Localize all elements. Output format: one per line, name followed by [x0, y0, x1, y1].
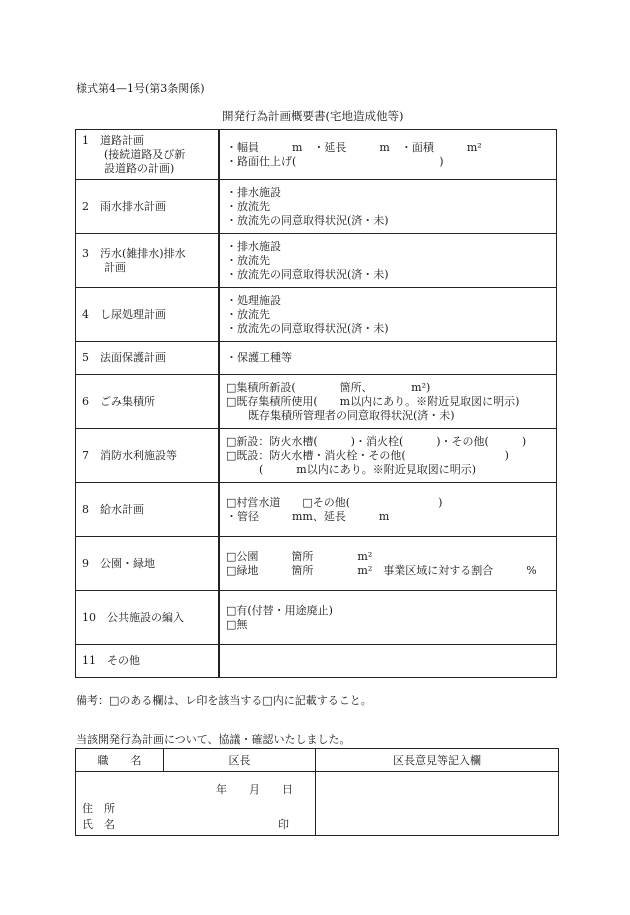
table-row	[76, 234, 557, 288]
row-content[interactable]	[219, 288, 557, 342]
table-row	[76, 130, 557, 180]
plan-summary-table	[75, 129, 557, 678]
row-content-line: □新設：防火水槽( )・消火栓( )・その他( )	[226, 434, 527, 448]
table-row	[76, 375, 557, 429]
opinion-cell	[316, 772, 559, 836]
name-label: 氏 名	[82, 818, 115, 831]
row-content-line: ・幅員 m ・延長 m ・面積 m²	[226, 140, 482, 154]
form-number: 様式第4—1号(第3条関係)	[76, 82, 205, 95]
row-label-line: 2 雨水排水計画	[82, 199, 166, 213]
address-label: 住 所	[82, 802, 115, 815]
row-label-line: 9 公園・緑地	[82, 556, 155, 570]
row-label	[76, 130, 220, 180]
document-title: 開発行為計画概要書(宅地造成他等)	[222, 109, 404, 123]
row-content[interactable]	[219, 342, 557, 375]
row-content[interactable]	[219, 234, 557, 288]
row-content-line: ・放流先	[226, 199, 270, 213]
row-content[interactable]	[219, 537, 557, 591]
row-content-line: □緑地 箇所 m² 事業区域に対する割合 %	[226, 563, 537, 577]
row-label	[76, 180, 220, 234]
row-label-line: 6 ごみ集積所	[82, 394, 155, 408]
row-content[interactable]	[219, 180, 557, 234]
row-label	[76, 537, 220, 591]
row-content[interactable]	[219, 483, 557, 537]
row-content-line: ・処理施設	[226, 293, 281, 307]
table-row	[76, 483, 557, 537]
table-row	[76, 342, 557, 375]
row-content[interactable]	[219, 429, 557, 483]
header-ward-head: 区長	[164, 749, 316, 772]
table-row	[76, 537, 557, 591]
row-label-line: 計画	[82, 260, 126, 274]
table-row	[76, 288, 557, 342]
row-content-line: ・保護工種等	[226, 351, 292, 364]
row-label-line: 10 公共施設の編入	[82, 610, 184, 624]
date-line: 年 月 日	[216, 783, 293, 796]
row-content-line: 既存集積所管理者の同意取得状況(済・未)	[226, 408, 455, 422]
row-label	[76, 483, 220, 537]
row-content-line: □村営水道 □その他( )	[226, 495, 443, 509]
row-content[interactable]	[219, 591, 557, 645]
row-content-line: ・放流先の同意取得状況(済・未)	[226, 321, 389, 335]
row-label	[76, 288, 220, 342]
table-row	[76, 591, 557, 645]
row-content-line: □既設：防火水槽・消火栓・その他( )	[226, 448, 509, 462]
row-label-line: 設道路の計画)	[82, 161, 175, 175]
row-content-line: ・路面仕上げ( )	[226, 154, 444, 168]
row-label-line: 1 道路計画	[82, 133, 144, 147]
row-label	[76, 645, 220, 678]
row-label	[76, 429, 220, 483]
row-content-line: □既存集積所使用( m以内にあり。※附近見取図に明示)	[226, 394, 520, 408]
confirmation-table	[75, 748, 559, 836]
signature-cell	[76, 772, 316, 836]
confirmation-statement: 当該開発行為計画について、協議・確認いたしました。	[76, 733, 351, 746]
header-position: 職 名	[76, 749, 164, 772]
row-label	[76, 234, 220, 288]
row-content-line: □集積所新設( 箇所、 m²)	[226, 380, 431, 394]
table-row	[76, 429, 557, 483]
row-label-line: 3 汚水(雑排水)排水	[82, 246, 186, 260]
row-content-line: ・放流先	[226, 253, 270, 267]
row-label	[76, 591, 220, 645]
table-row	[76, 645, 557, 678]
row-content[interactable]	[219, 375, 557, 429]
row-label-line: (接続道路及び新	[82, 147, 186, 161]
row-content-line: ・排水施設	[226, 239, 281, 253]
row-label-line: 7 消防水利施設等	[82, 448, 177, 462]
row-content[interactable]	[219, 130, 557, 180]
row-content-line: ・排水施設	[226, 185, 281, 199]
row-content-line: □無	[226, 617, 248, 631]
row-label	[76, 375, 220, 429]
row-label-line: 5 法面保護計画	[82, 351, 166, 364]
row-label-line: 8 給水計画	[82, 502, 144, 516]
row-content-line: □公園 箇所 m²	[226, 549, 373, 563]
row-content-line: ( m以内にあり。※附近見取図に明示)	[226, 462, 477, 476]
table-row	[76, 180, 557, 234]
row-content-line: ・管径 mm、延長 m	[226, 509, 390, 523]
row-content[interactable]	[219, 645, 557, 678]
row-label-line: 4 し尿処理計画	[82, 307, 166, 321]
row-content-line: ・放流先の同意取得状況(済・未)	[226, 267, 389, 281]
row-label-line: 11 その他	[82, 654, 140, 667]
row-label	[76, 342, 220, 375]
row-content-line: □有(付替・用途廃止)	[226, 603, 333, 617]
row-content-line: ・放流先の同意取得状況(済・未)	[226, 213, 389, 227]
remarks-note: 備考：□のある欄は、レ印を該当する□内に記載すること。	[76, 694, 372, 707]
header-opinion: 区長意見等記入欄	[316, 749, 559, 772]
seal-mark: 印	[278, 818, 289, 831]
row-content-line: ・放流先	[226, 307, 270, 321]
